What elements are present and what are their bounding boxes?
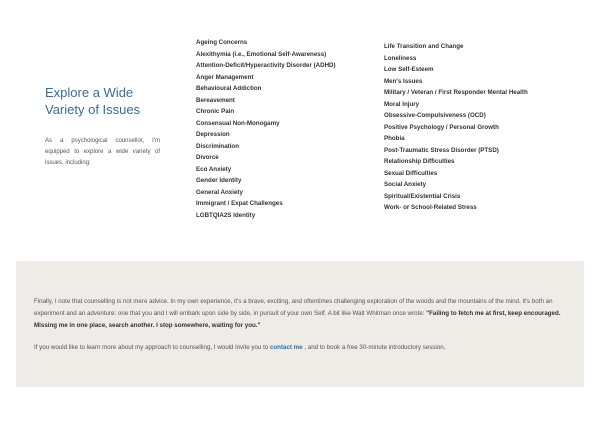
issue-item: Obsessive-Compulsiveness (OCD)	[384, 112, 486, 119]
closing-section	[16, 261, 584, 387]
issue-item: Positive Psychology / Personal Growth	[384, 123, 499, 131]
issue-item: Alexithymia (i.e., Emotional Self-Awareness)	[196, 50, 327, 58]
intro-text: As a psychological counsellor, I'm equipped to explore a wide variety of issues, including:	[45, 138, 160, 166]
issue-item: LGBTQIA2S Identity	[196, 211, 256, 219]
issue-item: Sexual Difficulties	[384, 169, 438, 177]
issue-item: Work- or School-Related Stress	[384, 204, 477, 211]
contact-text-before: If you would like to learn more about my approach to counselling, I would invite you to	[34, 344, 270, 351]
issue-item: Discrimination	[196, 142, 239, 150]
issue-item: Attention-Deficit/Hyperactivity Disorder (ADHD)	[196, 62, 336, 69]
issue-item: Immigrant / Expat Challenges	[196, 200, 283, 207]
issue-item: Life Transition and Change	[384, 43, 464, 50]
issue-item: Relationship Difficulties	[384, 158, 455, 165]
issue-item: Low Self-Esteem	[384, 66, 434, 73]
issue-item: Depression	[196, 131, 230, 138]
issue-item: Social Anxiety	[384, 181, 427, 188]
closing-text: Finally, I note that counselling is not mere advice. In my own experience, it's a brave, exciting, and oftentimes challenging exploration of the woods and the mountains of the mind. It's both an experiment and an adventure: one that you and I will embark upon side by side, in pursuit of your own Self. A bit like Walt Whitman once wrote:	[34, 298, 553, 317]
issue-item: Behavioural Addiction	[196, 85, 262, 92]
issue-item: Phobia	[384, 135, 405, 142]
issue-item: Post-Traumatic Stress Disorder (PTSD)	[384, 146, 499, 154]
contact-me-link[interactable]: contact me	[269, 344, 303, 351]
issue-item: General Anxiety	[196, 188, 243, 196]
issue-item: Moral Injury	[384, 100, 420, 108]
closing-paragraph	[34, 296, 567, 332]
issues-list-left	[196, 37, 336, 221]
issues-list-right	[384, 41, 528, 214]
issue-item: Bereavement	[196, 96, 235, 104]
issue-item: Military / Veteran / First Responder Mental Health	[384, 89, 528, 96]
intro-section	[45, 84, 160, 169]
issue-item: Anger Management	[196, 73, 254, 81]
issue-item: Gender Identity	[196, 177, 242, 184]
issue-item: Ageing Concerns	[196, 39, 248, 46]
issue-item: Loneliness	[384, 54, 417, 62]
issue-item: Chronic Pain	[196, 108, 235, 115]
section-heading: Explore a Wide Variety of Issues	[45, 85, 141, 117]
issue-item: Consensual Non-Monogamy	[196, 119, 280, 127]
whitman-quote: "Failing to fetch me at first, keep encouraged. Missing me in one place, search another. I stop somewhere, waiting for you."	[34, 310, 561, 329]
issue-item: Divorce	[196, 154, 219, 161]
contact-text-after: , and to book a free 30-minute introductory session.	[302, 344, 446, 351]
contact-paragraph	[34, 342, 567, 354]
issue-item: Men's Issues	[384, 77, 423, 85]
issue-item: Spiritual/Existential Crisis	[384, 192, 461, 200]
issue-item: Eco Anxiety	[196, 165, 232, 173]
